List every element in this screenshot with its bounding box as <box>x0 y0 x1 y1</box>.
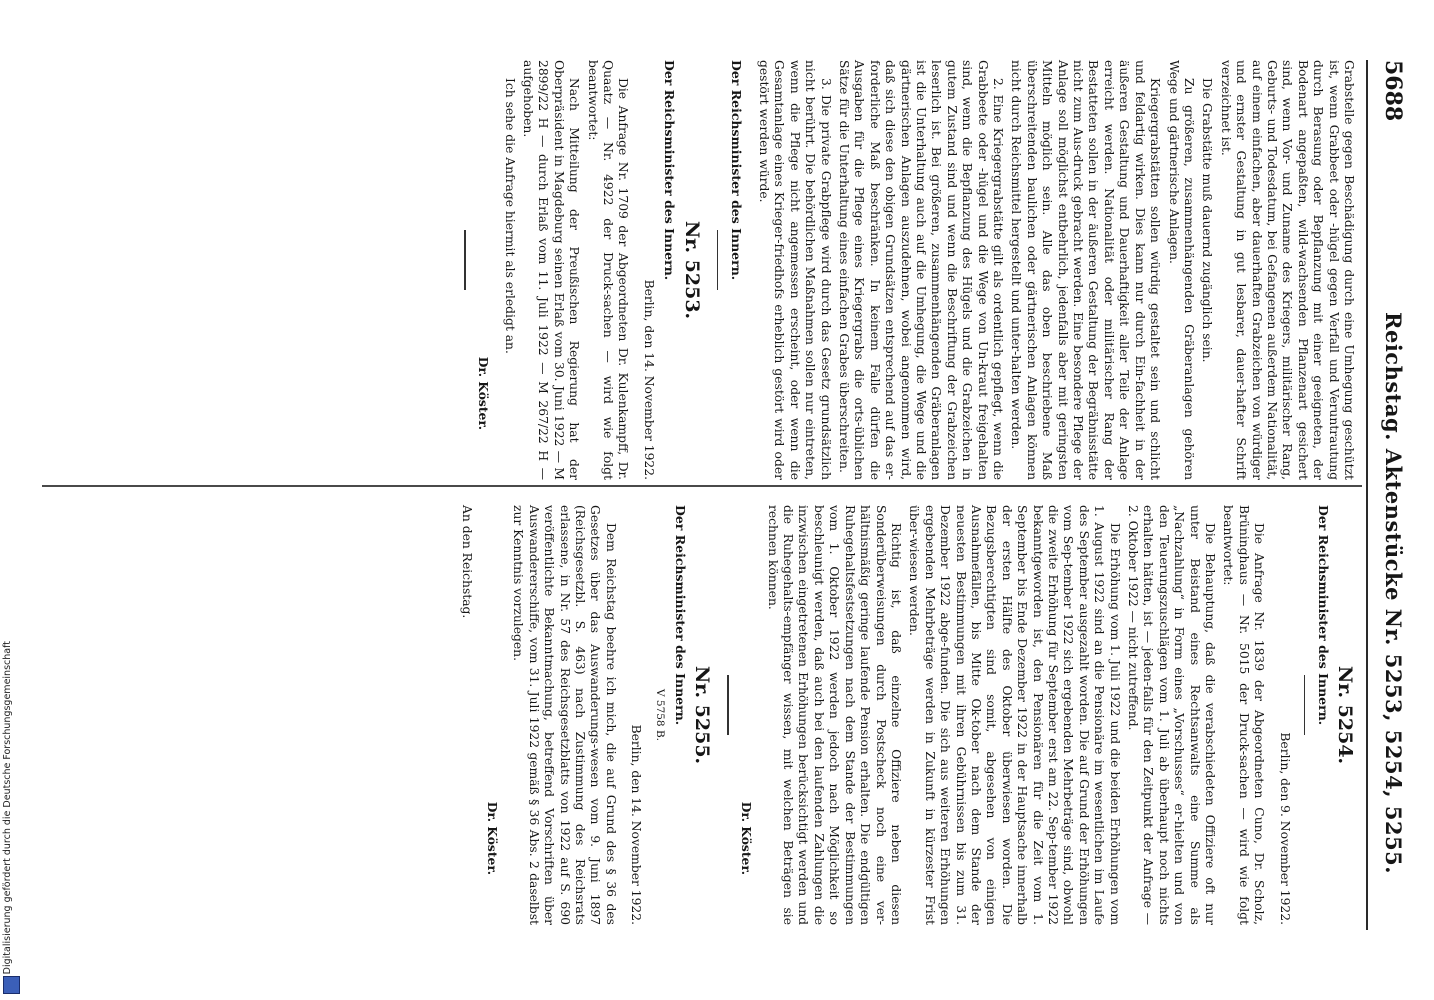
paragraph: Ich sehe die Anfrage hiermit als erledigt an. <box>502 78 517 354</box>
authority-heading: Der Reichsminister des Innern. <box>662 60 678 281</box>
dfg-logo-icon <box>3 976 20 994</box>
date-line: Berlin, den 14. November 1922. <box>629 724 644 925</box>
separator-rule <box>717 230 719 290</box>
signature: Dr. Köster. <box>739 801 755 875</box>
paragraph: 3. Die private Grabpflege wird durch das Gesetz grundsätzlich nicht berührt. Die behördlichen Maßnahmen sollen nur eintreten, wenn die Pflege nicht angemessen erscheint, oder wenn die Gesamtanlage eines Krieger-friedhofs erheblich gestört wird oder gestört werden würde. <box>756 60 833 480</box>
document-number: Nr. 5253. <box>680 220 703 320</box>
paragraph: Dem Reichstag beehre ich mich, die auf Grund des § 36 des Gesetzes über das Auswanderungs-wesen vom 9. Juni 1897 (Reichsgesetzbl. S. 463) nach Zustimmung des Reichsrats erlassene, in Nr. 57 des Reichsgesetzblatts von 1922 auf S. 690 veröffentlichte Bekanntmachung, betreffend Vorschriften über Auswandererschiffe, vom 31. Juli 1922 gemäß § 36 Abs. 2 daselbst zur Kenntnis vorzulegen. <box>511 505 618 925</box>
funding-note: Digitalisierung gefördert durch die Deutsche Forschungsgemeinschaft <box>2 640 13 974</box>
separator-rule <box>727 675 729 735</box>
paragraph: Zu größeren, zusammenhängenden Gräberanlagen gehören Wege und gärtnerische Anlagen. <box>1166 60 1196 480</box>
document-number: Nr. 5254. <box>1334 665 1356 765</box>
document-number: Nr. 5255. <box>691 665 714 765</box>
signature: Dr. Köster. <box>476 356 492 430</box>
addressee: An den Reichstag. <box>460 505 475 619</box>
paragraph: Nach Mitteilung der Preußischen Regierung hat der Oberpräsident in Magdeburg seinen Erlaß vom 30. Juni 1922 — M 2899/22 H — durch Erlaß vom 11. Juli 1922 — M 267/22 H — aufgehoben. <box>521 60 582 480</box>
paragraph: Die Behauptung, daß die verabschiedeten Offiziere oft nur unter Beistand eines Rechtsanwalts eine Summe als „Nachzahlung“ in Form eines „Vorschusses“ er-hielten und von den Teuerungszuschlägen vom 1. Juli ab überhaupt noch nichts erhalten hätten, ist — jeden-falls für den Zeitpunkt der Anfrage — 2. Oktober 1922 — nicht zutreffend. <box>1126 505 1218 925</box>
authority-heading: Der Reichsminister des Innern. <box>672 505 688 726</box>
signature: Dr. Köster. <box>484 801 500 875</box>
header-rule <box>1366 60 1368 930</box>
separator-rule <box>1304 675 1306 735</box>
date-line: Berlin, den 14. November 1922. <box>641 279 656 480</box>
authority-heading: Der Reichsminister des Innern. <box>728 60 744 281</box>
reference-code: V 5758 B. <box>653 688 666 742</box>
paragraph: Die Anfrage Nr. 1839 der Abgeordneten Cuno, Dr. Scholz, Brüninghaus — Nr. 5015 der Druck-sachen — wird wie folgt beantwortet: <box>1221 505 1267 925</box>
date-line: Berlin, den 9. November 1922. <box>1277 732 1292 925</box>
left-column <box>36 60 1356 480</box>
paragraph: Die Erhöhung vom 1. Juli 1922 und die beiden Erhöhungen vom 1. August 1922 sind an die Pensionäre im wesentlichen im Laufe des September ausgezahlt worden. Die auf Grund der Erhöhungen vom Sep-tember 1922 sich ergebenden Mehrbeträge sind, obwohl die zweite Erhöhung für September erst am 22. Sep-tember 1922 bekanntgeworden ist, den Pensionären für die Zeit vom 1. September bis Ende Dezember 1922 in der Hauptsache innerhalb der ersten Hälfte des Oktober überwiesen worden. Die Bezugsberechtigten sind somit, abgesehen von einigen Ausnahmefällen, bis Mitte Ok-tober nach dem Stande der neuesten Bestimmungen mit ihren Gebührnissen bis zum 31. Dezember 1922 abge-funden. Die sich aus weiteren Erhöhungen ergebenden Mehrbeträge werden in Zukunft in kürzester Frist über-wiesen werden. <box>907 505 1122 925</box>
authority-heading: Der Reichsminister des Innern. <box>1315 505 1331 726</box>
running-title: Reichstag. Aktenstücke Nr. 5253, 5254, 5255. <box>1381 312 1406 875</box>
footer <box>2 596 20 996</box>
paragraph: Grabstelle gegen Beschädigung durch eine Umhegung geschützt ist, wenn Grabbeet oder -hügel gegen Verfall und Veruntrautung durch Berasung oder Bepflanzung mit einer geeigneten, der Bodenart angepaßten, wild-wachsenden Pflanzenart gesichert sind, wenn Vor- und Zuname des Kriegers, militärischer Rang, Geburts- und Todesdatum, bei Gefangenen außerdem Nationalität, auf einem einfachen, aber dauerhaften Grabzeichen von würdiger und ernster Gestaltung in gut lesbarer, dauer-hafter Schrift verzeichnet ist. <box>1218 60 1356 480</box>
column-divider <box>42 485 1362 487</box>
page-number: 5688 <box>1380 60 1406 122</box>
paragraph: Die Anfrage Nr. 1709 der Abgeordneten Dr. Kulenkampff, Dr. Quaatz — Nr. 4922 der Druck-sachen — wird wie folgt beantwortet: <box>585 60 631 480</box>
paragraph: Kriegergrabstätten sollen würdig gestaltet sein und schlicht und feldartig wirken. Dies kann nur durch Ein-fachheit in der äußeren Gestaltung und Dauerhaftigkeit aller Teile der Anlage erreicht werden. Nationalität oder militärischer Rang der Bestatteten sollen in der äußeren Gestaltung der Begräbnisstätte nicht zum Aus-druck gebracht werden. Eine besondere Pflege der Anlage soll möglichst entbehrlich, jedenfalls aber mit geringsten Mitteln möglich sein. Alle das oben beschriebene Maß überschreitenden baulichen oder gärtnerischen Anlagen können nicht durch Reichsmittel hergestellt und unter-halten werden. <box>1009 60 1163 480</box>
paragraph: 2. Eine Kriegergrabstätte gilt als ordentlich gepflegt, wenn die Grabbeete oder -hügel und die Wege von Un-kraut freigehalten sind, wenn die Bepflanzung des Hügels und die Grabzeichen in gutem Zustand sind und wenn die Beschriftung der Grabzeichen leserlich ist. Bei größeren, zusammenhängenden Gräberanlagen ist die Unterhaltung auch auf die Umhegung, die Wege und die gärtnerischen Anlagen auszudehnen, wobei angenommen wird, daß sich diese den obigen Grundsätzen entsprechend auf das er-forderliche Maß beschränken. In keinem Falle dürfen die Ausgaben für die Pflege eines Kriegergrabs die orts-üblichen Sätze für die Unterhaltung eines einfachen Grabes überschreiten. <box>837 60 1006 480</box>
separator-rule <box>464 230 466 290</box>
paragraph: Richtig ist, daß einzelne Offiziere neben diesen Sonderüberweisungen durch Postscheck noch eine ver-hältnismäßig geringe laufende Pension erhalten. Die endgültigen Ruhegehaltsfestsetzungen nach dem Stande der Bestimmungen vom 1. Oktober 1922 werden jedoch nach Möglichkeit so beschleunigt werden, daß auch bei den laufenden Zahlungen die inzwischen eingetretenen Erhöhungen berücksichtigt werden und die Ruhegehalts-empfänger wissen, mit welchen Beträgen sie rechnen können. <box>765 505 903 925</box>
right-column <box>36 505 1356 925</box>
paragraph: Die Grabstätte muß dauernd zugänglich sein. <box>1200 78 1215 363</box>
page-header <box>1364 60 1414 920</box>
